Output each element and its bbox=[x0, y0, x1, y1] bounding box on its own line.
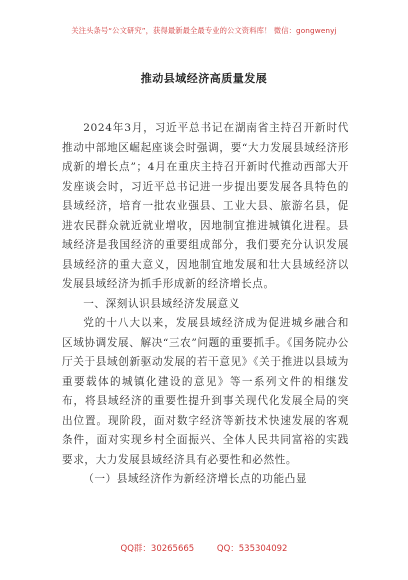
header-banner: 关注头条号“公文研究”，获得最新最全最专业的公文资料库！ 微信：gongwenyj bbox=[71, 26, 337, 35]
paragraph-section-1: 党的十八大以来，发展县域经济成为促进城乡融合和区域协调发展、解决“三农”问题的重要抓手。《国务院办公厅关于县域创新驱动发展的若干意见》《关于推进以县域为重要载体的城镇化建设的意见》等一系列文件的相继发布，将县域经济的重要性提升到事关现代化发展全局的突出位置。现阶段，面对数字经济等新技术快速发展的客观条件，面对实现乡村全面振兴、全体人民共同富裕的实践要求，大力发展县域经济具有必要性和必然性。 bbox=[62, 317, 349, 466]
subsection-heading: （一）县域经济作为新经济增长点的功能凸显 bbox=[83, 473, 308, 485]
footer-qq-group: QQ群：30265665 bbox=[120, 544, 195, 554]
section-heading: 一、深刻认识县域经济发展意义 bbox=[83, 297, 240, 310]
paragraph-intro: 2024年3月，习近平总书记在湖南省主持召开新时代推动中部地区崛起座谈会时强调，要“大力发展县域经济形成新的增长点”；4月在重庆主持召开新时代推动西部大开发座谈会时，习近平总书记进一步提出要发展各具特色的县域经济，培育一批农业强县、工业大县、旅游名县，促进农民群众就近就业增收，因地制宜推进城镇化进程。县域经济是我国经济的重要组成部分，我们要充分认识发展县域经济的重大意义，因地制宜地发展和壮大县域经济以发展县域经济为抓手形成新的经济增长点。 bbox=[62, 122, 349, 290]
document-title: 推动县域经济高质量发展 bbox=[140, 72, 268, 85]
footer-qq: QQ：535304092 bbox=[216, 544, 288, 554]
footer-contact bbox=[0, 542, 408, 554]
document-body bbox=[62, 119, 349, 490]
